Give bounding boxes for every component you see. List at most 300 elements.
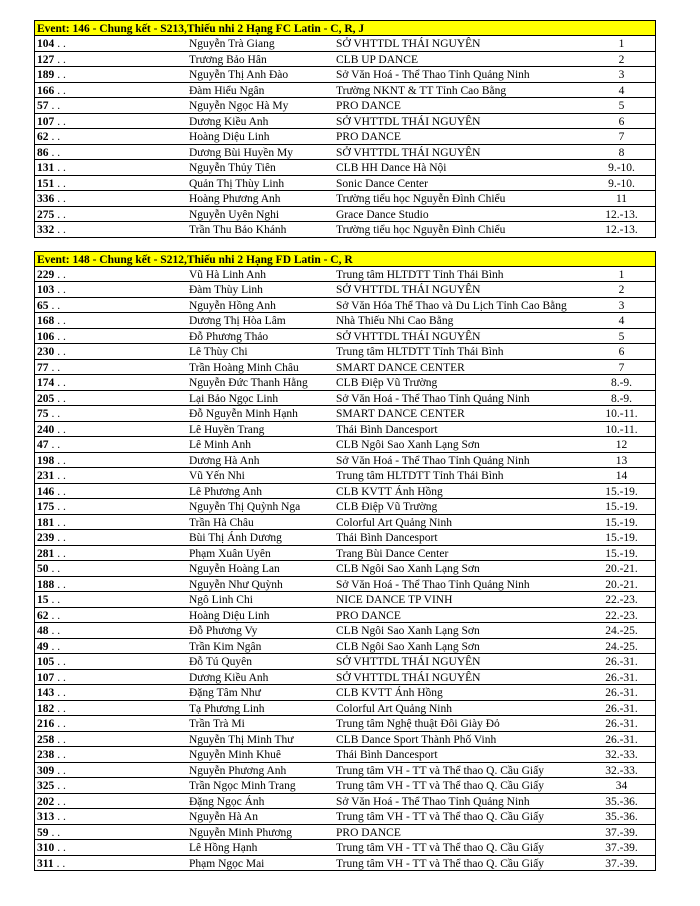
competitor-name: Nguyễn Thị Quỳnh Nga xyxy=(189,501,301,513)
competitor-number: 48 xyxy=(37,625,49,637)
dots-filler: . . xyxy=(57,749,66,761)
event-146-table xyxy=(34,20,656,238)
table-row xyxy=(35,794,655,810)
placement: 22.-23. xyxy=(605,609,638,622)
competitor-number: 231 xyxy=(37,470,55,482)
dots-filler: . . xyxy=(51,100,61,112)
competitor-number-cell xyxy=(35,207,189,222)
competitor-name: Đỗ Phương Thảo xyxy=(189,330,269,343)
placement: 37.-39. xyxy=(605,842,638,854)
table-row xyxy=(35,114,655,130)
competitor-number-cell xyxy=(35,160,189,175)
dots-filler: . . xyxy=(51,131,61,143)
table-row xyxy=(35,282,655,298)
competitor-number-cell xyxy=(35,406,189,421)
placement: 1 xyxy=(618,268,625,281)
dots-filler: . . xyxy=(57,656,66,668)
competitor-number: 166 xyxy=(37,84,55,97)
competitor-number-cell xyxy=(35,639,189,654)
competitor-number-cell xyxy=(35,191,189,206)
placement: 8.-9. xyxy=(610,377,633,389)
table-row xyxy=(35,592,655,608)
table-row xyxy=(35,391,655,407)
dots-filler: . . xyxy=(56,857,66,870)
club-name: Trung tâm VH - TT và Thể thao Q. Cầu Giấy xyxy=(336,811,544,823)
dots-filler: . . xyxy=(57,764,66,777)
club-name: CLB KVTT Ánh Hồng xyxy=(336,485,443,498)
club-name: Colorful Art Quảng Ninh xyxy=(336,516,452,529)
competitor-number: 174 xyxy=(37,377,55,389)
competitor-number: 202 xyxy=(37,795,55,808)
competitor-number-cell xyxy=(35,222,189,237)
table-row xyxy=(35,763,655,779)
competitor-name: Nguyễn Ngọc Hà My xyxy=(189,100,289,112)
competitor-number: 205 xyxy=(37,392,55,405)
dots-filler: . . xyxy=(57,811,66,823)
dots-filler: . . xyxy=(57,330,66,343)
competitor-name: Nguyễn Trà Giang xyxy=(189,38,275,50)
table-row xyxy=(35,344,655,360)
competitor-name: Dương Kiều Anh xyxy=(189,671,269,684)
placement: 32.-33. xyxy=(605,749,638,761)
table-row xyxy=(35,222,655,238)
competitor-number: 313 xyxy=(37,811,55,823)
club-name: SỞ VHTTDL THÁI NGUYÊN xyxy=(336,146,481,159)
competitor-number-cell xyxy=(35,67,189,82)
dots-filler: . . xyxy=(57,501,66,513)
placement: 24.-25. xyxy=(605,640,638,653)
table-row xyxy=(35,685,655,701)
competitor-name: Vũ Yến Nhi xyxy=(189,470,245,482)
club-name: NICE DANCE TP VINH xyxy=(336,594,453,606)
competitor-name: Nguyễn Hồng Anh xyxy=(189,299,276,312)
competitor-name: Trần Trà Mi xyxy=(189,718,245,730)
competitor-name: Phạm Xuân Uyên xyxy=(189,547,271,560)
placement: 15.-19. xyxy=(605,485,638,498)
competitor-name: Lê Phương Anh xyxy=(189,485,263,498)
table-row xyxy=(35,437,655,453)
table-row xyxy=(35,329,655,345)
competitor-number-cell xyxy=(35,36,189,51)
competitor-name: Trần Thu Bảo Khánh xyxy=(189,224,287,236)
competitor-number: 310 xyxy=(37,842,55,854)
competitor-name: Lê Huyền Trang xyxy=(189,423,265,436)
competitor-number-cell xyxy=(35,129,189,144)
table-row xyxy=(35,623,655,639)
competitor-number-cell xyxy=(35,344,189,359)
table-row xyxy=(35,145,655,161)
competitor-name: Nguyễn Hoàng Lan xyxy=(189,563,280,575)
club-name: SMART DANCE CENTER xyxy=(336,361,465,374)
competitor-name: Đàm Thùy Linh xyxy=(189,284,263,296)
event-header: Event: 146 - Chung kết - S213,Thiếu nhi 2 Hạng FC Latin - C, R, J xyxy=(34,20,656,36)
placement: 34 xyxy=(615,780,628,792)
competitor-name: Tạ Phương Linh xyxy=(189,702,265,715)
dots-filler: . . xyxy=(57,470,66,482)
club-name: CLB UP DANCE xyxy=(336,53,418,66)
competitor-name: Nguyễn Uyên Nghi xyxy=(189,208,280,221)
placement: 4 xyxy=(618,315,625,327)
competitor-number-cell xyxy=(35,499,189,514)
placement: 13 xyxy=(615,454,628,467)
competitor-number-cell xyxy=(35,561,189,576)
table-row xyxy=(35,36,655,52)
table-row xyxy=(35,468,655,484)
results-sheet xyxy=(34,20,656,884)
placement: 6 xyxy=(618,346,625,358)
table-row xyxy=(35,654,655,670)
competitor-number: 189 xyxy=(37,69,55,81)
placement: 35.-36. xyxy=(605,795,638,808)
competitor-number-cell xyxy=(35,701,189,716)
dots-filler: . . xyxy=(51,439,61,451)
placement: 10.-11. xyxy=(605,408,638,420)
competitor-number: 59 xyxy=(37,826,49,839)
competitor-number: 336 xyxy=(37,193,55,205)
placement: 15.-19. xyxy=(605,547,638,560)
competitor-number-cell xyxy=(35,375,189,390)
club-name: Trường tiểu học Nguyễn Đình Chiểu xyxy=(336,224,506,236)
competitor-number: 240 xyxy=(37,423,55,436)
competitor-name: Đỗ Phương Vy xyxy=(189,625,258,637)
club-name: PRO DANCE xyxy=(336,100,401,112)
competitor-number: 104 xyxy=(37,38,55,50)
competitor-number-cell xyxy=(35,747,189,762)
club-name: Thái Bình Dancesport xyxy=(336,749,438,761)
dots-filler: . . xyxy=(51,625,61,637)
dots-filler: . . xyxy=(57,516,66,529)
competitor-number-cell xyxy=(35,468,189,483)
competitor-number: 143 xyxy=(37,687,55,699)
dots-filler: . . xyxy=(57,224,66,236)
competitor-number-cell xyxy=(35,329,189,344)
competitor-name: Nguyễn Thị Minh Thư xyxy=(189,733,294,746)
club-name: Grace Dance Studio xyxy=(336,208,429,221)
event-rows xyxy=(34,36,656,238)
dots-filler: . . xyxy=(57,377,66,389)
club-name: Trung tâm Nghệ thuật Đôi Giày Đỏ xyxy=(336,718,500,730)
competitor-number-cell xyxy=(35,530,189,545)
table-row xyxy=(35,856,655,872)
competitor-number-cell xyxy=(35,716,189,731)
competitor-name: Trương Bảo Hân xyxy=(189,53,267,66)
competitor-name: Nguyễn Phương Anh xyxy=(189,764,287,777)
club-name: Trang Bùi Dance Center xyxy=(336,547,449,560)
club-name: Trung tâm VH - TT và Thể thao Q. Cầu Giấy xyxy=(336,857,544,870)
competitor-number-cell xyxy=(35,825,189,840)
placement: 20.-21. xyxy=(605,578,638,591)
competitor-number: 127 xyxy=(37,53,55,66)
placement: 26.-31. xyxy=(605,718,638,730)
competitor-name: Trần Hoàng Minh Châu xyxy=(189,361,299,374)
placement: 11 xyxy=(615,193,628,205)
table-row xyxy=(35,360,655,376)
competitor-number-cell xyxy=(35,98,189,113)
competitor-number: 86 xyxy=(37,146,49,159)
dots-filler: . . xyxy=(57,718,66,730)
dots-filler: . . xyxy=(57,795,66,808)
competitor-name: Ngô Linh Chi xyxy=(189,594,253,606)
dots-filler: . . xyxy=(57,423,66,436)
competitor-number-cell xyxy=(35,114,189,129)
competitor-number: 103 xyxy=(37,284,55,296)
table-row xyxy=(35,670,655,686)
competitor-number: 168 xyxy=(37,315,55,327)
club-name: CLB HH Dance Hà Nội xyxy=(336,162,447,174)
competitor-number-cell xyxy=(35,670,189,685)
dots-filler: . . xyxy=(57,115,66,128)
competitor-number-cell xyxy=(35,654,189,669)
placement: 3 xyxy=(618,69,625,81)
competitor-number: 332 xyxy=(37,224,55,236)
competitor-number: 281 xyxy=(37,547,55,560)
placement: 7 xyxy=(618,361,625,374)
placement: 5 xyxy=(618,100,625,112)
competitor-number-cell xyxy=(35,145,189,160)
placement: 14 xyxy=(615,470,628,482)
placement: 9.-10. xyxy=(608,162,635,174)
club-name: SMART DANCE CENTER xyxy=(336,408,465,420)
placement: 26.-31. xyxy=(605,687,638,699)
table-row xyxy=(35,191,655,207)
competitor-name: Nguyễn Như Quỳnh xyxy=(189,578,283,591)
table-row xyxy=(35,515,655,531)
table-row xyxy=(35,484,655,500)
competitor-name: Đặng Ngọc Ánh xyxy=(189,795,265,808)
placement: 2 xyxy=(618,53,625,66)
dots-filler: . . xyxy=(57,702,66,715)
placement: 12.-13. xyxy=(605,208,638,221)
placement: 8.-9. xyxy=(610,392,633,405)
competitor-name: Trần Ngọc Minh Trang xyxy=(189,780,296,792)
competitor-number: 106 xyxy=(37,330,55,343)
club-name: Sở Văn Hoá - Thể Thao Tỉnh Quảng Ninh xyxy=(336,69,530,81)
club-name: CLB Ngôi Sao Xanh Lạng Sơn xyxy=(336,439,480,451)
dots-filler: . . xyxy=(51,640,61,653)
competitor-number: 182 xyxy=(37,702,55,715)
placement: 15.-19. xyxy=(605,532,638,544)
table-row xyxy=(35,52,655,68)
placement: 7 xyxy=(618,131,625,143)
competitor-number-cell xyxy=(35,515,189,530)
competitor-number: 65 xyxy=(37,299,49,312)
placement: 10.-11. xyxy=(605,423,638,436)
dots-filler: . . xyxy=(51,594,61,606)
competitor-number: 325 xyxy=(37,780,55,792)
table-row xyxy=(35,499,655,515)
competitor-number: 105 xyxy=(37,656,55,668)
club-name: SỞ VHTTDL THÁI NGUYÊN xyxy=(336,330,481,343)
table-row xyxy=(35,375,655,391)
dots-filler: . . xyxy=(51,299,61,312)
club-name: Sở Văn Hoá - Thể Thao Tỉnh Quảng Ninh xyxy=(336,578,530,591)
table-row xyxy=(35,67,655,83)
competitor-name: Nguyễn Hà An xyxy=(189,811,258,823)
dots-filler: . . xyxy=(51,826,61,839)
dots-filler: . . xyxy=(57,532,66,544)
competitor-number: 50 xyxy=(37,563,49,575)
competitor-number: 107 xyxy=(37,671,55,684)
competitor-number-cell xyxy=(35,313,189,328)
competitor-name: Nguyễn Thị Anh Đào xyxy=(189,69,289,81)
club-name: CLB KVTT Ánh Hồng xyxy=(336,687,443,699)
dots-filler: . . xyxy=(57,284,66,296)
competitor-number-cell xyxy=(35,298,189,313)
table-row xyxy=(35,298,655,314)
placement: 9.-10. xyxy=(608,177,635,190)
competitor-number-cell xyxy=(35,623,189,638)
competitor-number: 258 xyxy=(37,733,55,746)
dots-filler: . . xyxy=(51,609,61,622)
competitor-number: 131 xyxy=(37,162,55,174)
competitor-number-cell xyxy=(35,176,189,191)
table-row xyxy=(35,701,655,717)
club-name: SỞ VHTTDL THÁI NGUYÊN xyxy=(336,38,481,50)
dots-filler: . . xyxy=(57,578,66,591)
competitor-name: Đỗ Tú Quyên xyxy=(189,656,253,668)
dots-filler: . . xyxy=(57,780,66,792)
competitor-number: 175 xyxy=(37,501,55,513)
table-row xyxy=(35,422,655,438)
dots-filler: . . xyxy=(57,485,66,498)
competitor-number-cell xyxy=(35,577,189,592)
placement: 35.-36. xyxy=(605,811,638,823)
dots-filler: . . xyxy=(57,177,66,190)
table-row xyxy=(35,453,655,469)
dots-filler: . . xyxy=(57,687,66,699)
competitor-name: Nguyễn Đức Thanh Hằng xyxy=(189,377,308,389)
dots-filler: . . xyxy=(51,146,61,159)
competitor-name: Nguyễn Thủy Tiên xyxy=(189,162,276,174)
dots-filler: . . xyxy=(57,547,66,560)
placement: 37.-39. xyxy=(605,826,638,839)
table-row xyxy=(35,207,655,223)
competitor-name: Đàm Hiểu Ngân xyxy=(189,84,265,97)
club-name: PRO DANCE xyxy=(336,609,401,622)
competitor-number: 146 xyxy=(37,485,55,498)
club-name: Thái Bình Dancesport xyxy=(336,423,438,436)
competitor-number: 181 xyxy=(37,516,55,529)
competitor-name: Vũ Hà Linh Anh xyxy=(189,268,266,281)
placement: 26.-31. xyxy=(605,733,638,746)
dots-filler: . . xyxy=(57,346,66,358)
placement: 5 xyxy=(618,330,625,343)
club-name: CLB Ngôi Sao Xanh Lạng Sơn xyxy=(336,563,480,575)
table-row xyxy=(35,716,655,732)
competitor-name: Lại Bảo Ngọc Linh xyxy=(189,392,279,405)
competitor-number-cell xyxy=(35,809,189,824)
club-name: CLB Điệp Vũ Trường xyxy=(336,377,438,389)
dots-filler: . . xyxy=(57,733,66,746)
competitor-name: Trần Hà Châu xyxy=(189,516,254,529)
club-name: Trung tâm VH - TT và Thể thao Q. Cầu Giấy xyxy=(336,764,544,777)
placement: 26.-31. xyxy=(605,671,638,684)
competitor-name: Bùi Thị Ánh Dương xyxy=(189,532,282,544)
club-name: Trung tâm HLTDTT Tỉnh Thái Bình xyxy=(336,470,504,482)
competitor-number-cell xyxy=(35,685,189,700)
dots-filler: . . xyxy=(51,563,61,575)
competitor-name: Quản Thị Thùy Linh xyxy=(189,177,285,190)
competitor-name: Dương Thị Hòa Lâm xyxy=(189,315,286,327)
club-name: SỞ VHTTDL THÁI NGUYÊN xyxy=(336,115,481,128)
club-name: PRO DANCE xyxy=(336,131,401,143)
competitor-name: Hoàng Diệu Linh xyxy=(189,609,270,622)
dots-filler: . . xyxy=(57,53,66,66)
dots-filler: . . xyxy=(51,361,61,374)
placement: 15.-19. xyxy=(605,501,638,513)
club-name: Trung tâm VH - TT và Thể thao Q. Cầu Giấy xyxy=(336,780,544,792)
competitor-number: 151 xyxy=(37,177,55,190)
placement: 1 xyxy=(618,38,625,50)
competitor-number: 311 xyxy=(37,857,54,870)
competitor-number: 309 xyxy=(37,764,55,777)
placement: 20.-21. xyxy=(605,563,638,575)
competitor-number-cell xyxy=(35,732,189,747)
competitor-number-cell xyxy=(35,453,189,468)
placement: 32.-33. xyxy=(605,764,638,777)
table-row xyxy=(35,778,655,794)
club-name: CLB Ngôi Sao Xanh Lạng Sơn xyxy=(336,625,480,637)
placement: 8 xyxy=(618,146,625,159)
event-rows xyxy=(34,267,656,872)
club-name: Sở Văn Hoá - Thể Thao Tỉnh Quảng Ninh xyxy=(336,795,530,808)
table-row xyxy=(35,160,655,176)
placement: 12 xyxy=(615,439,628,451)
competitor-number-cell xyxy=(35,391,189,406)
competitor-number-cell xyxy=(35,52,189,67)
dots-filler: . . xyxy=(51,408,61,420)
placement: 4 xyxy=(618,84,625,97)
dots-filler: . . xyxy=(57,454,66,467)
competitor-number-cell xyxy=(35,546,189,561)
placement: 24.-25. xyxy=(605,625,638,637)
competitor-name: Phạm Ngọc Mai xyxy=(189,857,265,870)
dots-filler: . . xyxy=(57,392,66,405)
competitor-name: Dương Hà Anh xyxy=(189,454,260,467)
table-row xyxy=(35,639,655,655)
placement: 2 xyxy=(618,284,625,296)
competitor-number: 77 xyxy=(37,361,49,374)
competitor-number: 57 xyxy=(37,100,49,112)
competitor-number: 15 xyxy=(37,594,49,606)
competitor-name: Đặng Tâm Như xyxy=(189,687,261,699)
club-name: Trung tâm HLTDTT Tỉnh Thái Bình xyxy=(336,346,504,358)
placement: 26.-31. xyxy=(605,702,638,715)
competitor-number-cell xyxy=(35,794,189,809)
club-name: Trường NKNT & TT Tỉnh Cao Bằng xyxy=(336,84,507,97)
competitor-name: Dương Kiều Anh xyxy=(189,115,269,128)
competitor-name: Hoàng Phương Anh xyxy=(189,193,281,205)
event-header: Event: 148 - Chung kết - S212,Thiếu nhi 2 Hạng FD Latin - C, R xyxy=(34,251,656,267)
club-name: Sở Văn Hoá - Thể Thao Tỉnh Quảng Ninh xyxy=(336,392,530,405)
table-row xyxy=(35,577,655,593)
table-row xyxy=(35,561,655,577)
competitor-number-cell xyxy=(35,484,189,499)
competitor-number-cell xyxy=(35,360,189,375)
club-name: CLB Ngôi Sao Xanh Lạng Sơn xyxy=(336,640,480,653)
competitor-number-cell xyxy=(35,592,189,607)
table-row xyxy=(35,406,655,422)
club-name: Sở Văn Hoá - Thể Thao Tỉnh Quảng Ninh xyxy=(336,454,530,467)
table-row xyxy=(35,129,655,145)
competitor-number-cell xyxy=(35,83,189,98)
table-row xyxy=(35,98,655,114)
club-name: CLB Dance Sport Thành Phố Vinh xyxy=(336,733,497,746)
placement: 3 xyxy=(618,299,625,312)
competitor-number: 62 xyxy=(37,131,49,143)
placement: 6 xyxy=(618,115,625,128)
competitor-name: Nguyễn Minh Khuê xyxy=(189,749,281,761)
